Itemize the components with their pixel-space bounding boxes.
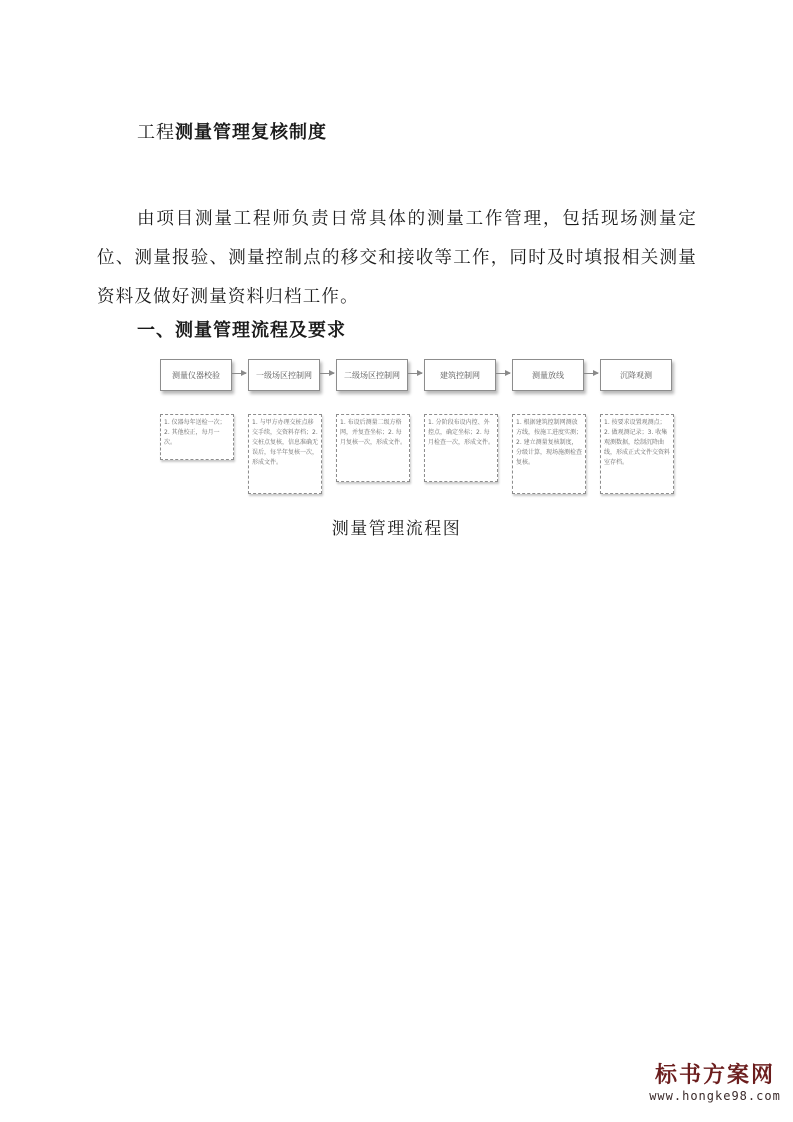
figure-caption: 测量管理流程图 (331, 519, 462, 539)
flow-note-4: 1. 分阶段布设内控、外控点，确定坐标；2. 每月检查一次，形成文件。 (424, 414, 498, 482)
flow-note-5: 1. 根据建筑控制网测放方线，按施工进度实测；2. 建立测量复核制度，分级计算，现场施测检查复核。 (512, 414, 586, 494)
process-flowchart (160, 356, 680, 498)
flow-step-1: 测量仪器校验 (160, 359, 232, 391)
flow-arrow-1 (232, 373, 246, 374)
flow-note-6: 1. 按要求设置观测点；2. 做观测记录；3. 收集观测数据，绘制沉降曲线，形成正式文件交资料室存档。 (600, 414, 674, 494)
flow-note-3: 1. 布设后测量二级方格网，并复查坐标；2. 每月复核一次，形成文件。 (336, 414, 410, 482)
site-watermark (640, 1063, 790, 1103)
flow-note-1: 1. 仪器每年送检一次；2. 其他校正，每月一次。 (160, 414, 234, 460)
title-main: 测量管理复核制度 (175, 122, 327, 143)
flow-arrow-5 (584, 373, 598, 374)
watermark-url: www.hongke98.com (649, 1089, 781, 1103)
flow-step-3: 二级场区控制网 (336, 359, 408, 391)
document-title (137, 118, 327, 144)
flow-arrow-3 (408, 373, 422, 374)
flow-note-2: 1. 与甲方办理交桩点移交手续，交资料存档；2. 交桩点复核，信息准确无误后，每半年复核一次，形成文件。 (248, 414, 322, 494)
flow-step-5: 测量放线 (512, 359, 584, 391)
watermark-name: 标书方案网 (654, 1063, 775, 1088)
flow-arrow-2 (320, 373, 334, 374)
flow-step-2: 一级场区控制网 (248, 359, 320, 391)
flow-step-4: 建筑控制网 (424, 359, 496, 391)
flow-step-6: 沉降观测 (600, 359, 672, 391)
flow-arrow-4 (496, 373, 510, 374)
section-heading: 一、测量管理流程及要求 (137, 320, 346, 341)
body-paragraph: 由项目测量工程师负责日常具体的测量工作管理，包括现场测量定位、测量报验、测量控制点的移交和接收等工作，同时及时填报相关测量资料及做好测量资料归档工作。 (97, 209, 697, 307)
title-prefix: 工程 (137, 122, 175, 143)
